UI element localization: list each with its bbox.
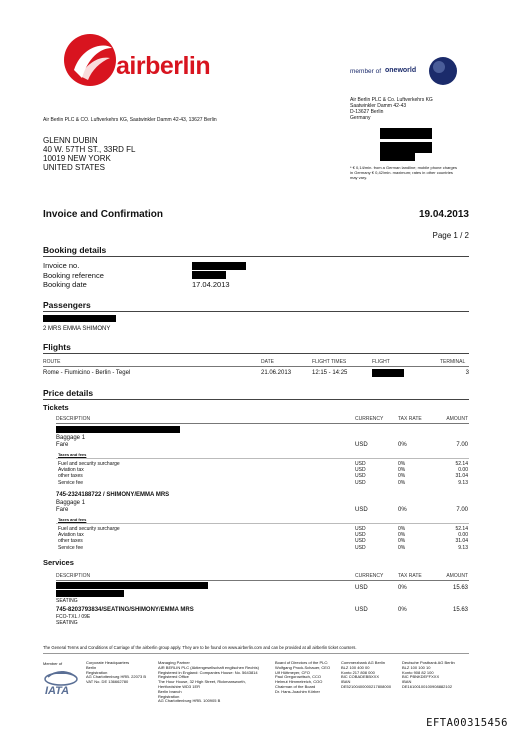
- section-tickets: Tickets: [43, 403, 69, 412]
- ticket1-fare-currency: USD: [355, 442, 368, 448]
- member-of-label: member of: [350, 68, 382, 75]
- ticket1-tax-labels: Fuel and security surcharge Aviation tax other taxes Service fee: [58, 461, 120, 486]
- section-flights: Flights: [43, 342, 71, 352]
- footer-col-2: Managing Partner AIR BERLIN PLC (Aktiengesellschaft englischen Rechts) Registered in England: Companies House: No. 5643814 Registered Office The Hour House, 32 High Street, Rickmansworth, Hertfordshire WD3 1ER Berlin branch Registration AG Charlottenburg HRB. 100905 B: [158, 660, 259, 704]
- ticket1-fare-amount: 7.00: [456, 442, 468, 448]
- phone-note: * € 0,14/min. from a German landline; mobile phone charges in Germany € 0,42/min. maximum; rates in other countries may vary.: [350, 165, 457, 180]
- services-header-description: DESCRIPTION: [56, 573, 91, 579]
- divider: [56, 423, 469, 424]
- ticket1-lines: Baggage 1 Fare: [56, 435, 86, 448]
- service1-tax: 0%: [398, 585, 407, 591]
- flights-header-route: ROUTE: [43, 359, 61, 365]
- section-passengers: Passengers: [43, 300, 91, 310]
- redaction: [43, 315, 116, 322]
- airberlin-logo: [60, 28, 220, 93]
- redaction: [56, 426, 180, 433]
- ticket2-tax-currencies: USD USD USD USD: [355, 526, 366, 551]
- service1-label: SEATING: [56, 598, 78, 604]
- recipient-address: GLENN DUBIN 40 W. 57TH ST., 33RD FL 10019 NEW YORK UNITED STATES: [43, 136, 136, 172]
- ticket2-fare-currency: USD: [355, 507, 368, 513]
- service2-amount: 15.63: [452, 607, 468, 613]
- divider: [43, 256, 469, 257]
- footer-col-3: Board of Directors of the PLC: Wolfgang Prock-Schauer, CEO Ulf Hüttmeyer, CFO Paul Gregorowitsch, CCO Helmut Himmelreich, COO Chairman of the Board Dr. Hans-Joachim Körber: [275, 660, 331, 694]
- service2-title: 745-8203793834/SEATING/SHIMONY/EMMA MRS: [56, 607, 194, 613]
- services-header-currency: CURRENCY: [355, 573, 384, 579]
- ticket2-taxes-label: Taxes and fees: [58, 517, 87, 522]
- redaction: [192, 262, 246, 270]
- ticket1-fare-tax: 0%: [398, 442, 407, 448]
- footer-member-of: Member of: [43, 661, 63, 666]
- divider: [43, 399, 469, 400]
- divider: [43, 366, 469, 367]
- section-price-details: Price details: [43, 388, 94, 398]
- tickets-header-tax-rate: TAX RATE: [398, 416, 422, 422]
- flight-date: 21.06.2013: [261, 370, 292, 376]
- service1-amount: 15.63: [452, 585, 468, 591]
- service1-currency: USD: [355, 585, 368, 591]
- service2-currency: USD: [355, 607, 368, 613]
- ticket1-tax-amounts: 52.14 0.00 31.04 9.13: [455, 461, 468, 486]
- oneworld-globe-icon: [428, 56, 458, 86]
- company-address: Air Berlin PLC & Co. Luftverkehrs KG Saatwinkler Damm 42-43 D-13627 Berlin Germany: [350, 97, 433, 121]
- section-booking-details: Booking details: [43, 245, 107, 255]
- ticket2-fare-tax: 0%: [398, 507, 407, 513]
- redaction: [56, 582, 208, 589]
- terms-text: The General Terms and Conditions of Carriage of the airberlin group apply. They are to be found on www.airberlin.com and can be provided at all airberlin ticket counters.: [43, 645, 357, 650]
- redaction: [192, 271, 226, 279]
- oneworld-badge: [350, 58, 460, 88]
- divider: [43, 353, 469, 354]
- document-id: EFTA00315456: [426, 717, 508, 729]
- ticket2-tax-rates: 0% 0% 0% 0%: [398, 526, 406, 551]
- iata-logo: [40, 668, 82, 698]
- tickets-header-amount: AMOUNT: [446, 416, 468, 422]
- flights-header-terminal: TERMINAL: [440, 359, 466, 365]
- redaction: [380, 128, 432, 139]
- redaction: [380, 142, 432, 153]
- divider: [56, 580, 469, 581]
- ticket2-number: 745-2324188722 / SHIMONY/EMMA MRS: [56, 492, 170, 498]
- footer-col-1: Corporate Headquarters Berlin Registration AG Charlottenburg HRB. 22073 B VAT No. DE 136662780: [86, 660, 147, 685]
- divider: [56, 523, 469, 524]
- passenger-name: 2 MRS EMMA SHIMONY: [43, 326, 111, 332]
- flight-terminal: 3: [465, 370, 469, 376]
- redaction: [56, 590, 124, 597]
- airberlin-wordmark: airberlin: [116, 52, 211, 80]
- ticket1-tax-currencies: USD USD USD USD: [355, 461, 366, 486]
- divider: [56, 458, 469, 459]
- booking-date-value: 17.04.2013: [192, 280, 230, 289]
- service2-lines: FCO-TXL / 09E SEATING: [56, 614, 91, 626]
- redaction: [380, 153, 415, 161]
- footer-col-4: Commerzbank AG Berlin BLZ 100 400 00 Konto 217 808 000 BIC COBADEBBXXX IBAN DE52100400000217808000: [341, 660, 392, 689]
- ticket2-tax-labels: Fuel and security surcharge Aviation tax other taxes Service fee: [58, 526, 120, 551]
- redaction: [372, 369, 404, 377]
- oneworld-label: oneworld: [385, 67, 417, 74]
- iata-wordmark: IATA: [45, 685, 70, 697]
- tickets-header-currency: CURRENCY: [355, 416, 384, 422]
- booking-labels: Invoice no. Booking reference Booking date: [43, 261, 104, 289]
- ticket1-taxes-label: Taxes and fees: [58, 452, 87, 457]
- ticket2-fare-amount: 7.00: [456, 507, 468, 513]
- divider: [43, 311, 469, 312]
- page-number: Page 1 / 2: [432, 231, 469, 240]
- section-services: Services: [43, 558, 74, 567]
- flights-header-times: FLIGHT TIMES: [312, 359, 347, 365]
- flight-route: Rome - Fiumicino - Berlin - Tegel: [43, 370, 131, 376]
- divider: [43, 653, 469, 654]
- footer-col-5: Deutsche Postbank AG Berlin BLZ 100 100 10 Konto 908 82 100 BIC PBNKDEFFXXX IBAN DE16100100100908882102: [402, 660, 455, 689]
- flights-header-date: DATE: [261, 359, 274, 365]
- ticket2-tax-amounts: 52.14 0.00 31.04 9.13: [455, 526, 468, 551]
- iata-globe-icon: [40, 668, 82, 686]
- sender-line: Air Berlin PLC & CO. Luftverkehrs KG, Saatwinkler Damm 42-43, 13627 Berlin: [43, 117, 217, 123]
- tickets-header-description: DESCRIPTION: [56, 416, 91, 422]
- document-date: 19.04.2013: [418, 209, 469, 220]
- flights-header-flight: FLIGHT: [372, 359, 390, 365]
- services-header-amount: AMOUNT: [446, 573, 468, 579]
- flight-times: 12:15 - 14:25: [312, 370, 348, 376]
- ticket1-tax-rates: 0% 0% 0% 0%: [398, 461, 406, 486]
- ticket2-lines: Baggage 1 Fare: [56, 500, 86, 513]
- services-header-tax-rate: TAX RATE: [398, 573, 422, 579]
- document-title: Invoice and Confirmation: [43, 209, 164, 220]
- service2-tax: 0%: [398, 607, 407, 613]
